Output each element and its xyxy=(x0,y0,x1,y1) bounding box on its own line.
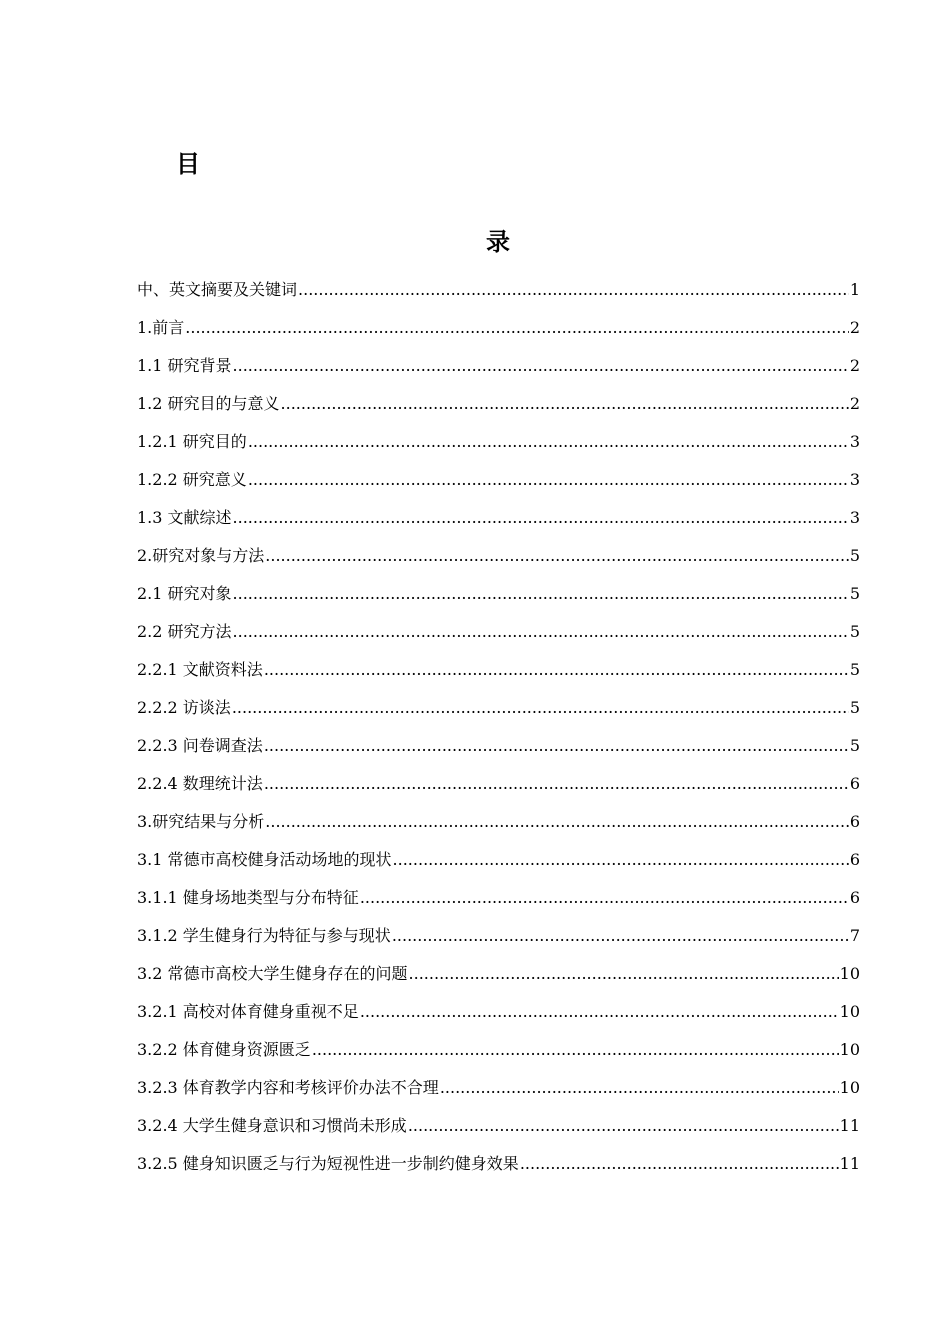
toc-entry-label: 3.研究结果与分析 xyxy=(137,812,265,831)
toc-entry-label: 3.1.2 学生健身行为特征与参与现状 xyxy=(137,926,391,945)
toc-leader-dots xyxy=(248,468,849,492)
toc-entry-page: 5 xyxy=(849,736,860,755)
toc-entry[interactable] xyxy=(137,278,860,316)
toc-entry[interactable] xyxy=(137,1038,860,1076)
toc-entry-page: 10 xyxy=(839,1078,860,1097)
toc-entry-page: 2 xyxy=(849,318,860,337)
toc-entry-label: 1.3 文献综述 xyxy=(137,508,232,527)
toc-leader-dots xyxy=(440,1076,839,1100)
toc-entry-label: 3.2.2 体育健身资源匮乏 xyxy=(137,1040,311,1059)
toc-entry-label: 1.2.1 研究目的 xyxy=(137,432,247,451)
table-of-contents xyxy=(137,278,860,1190)
toc-leader-dots xyxy=(232,696,849,720)
toc-entry-page: 6 xyxy=(849,850,860,869)
toc-entry[interactable] xyxy=(137,582,860,620)
toc-entry[interactable] xyxy=(137,886,860,924)
toc-entry-label: 2.2 研究方法 xyxy=(137,622,232,641)
toc-entry-label: 1.2 研究目的与意义 xyxy=(137,394,280,413)
toc-entry[interactable] xyxy=(137,1114,860,1152)
toc-entry[interactable] xyxy=(137,696,860,734)
toc-entry[interactable] xyxy=(137,392,860,430)
toc-leader-dots xyxy=(233,354,849,378)
toc-entry-page: 6 xyxy=(849,888,860,907)
toc-leader-dots xyxy=(265,544,849,568)
toc-leader-dots xyxy=(360,1000,839,1024)
toc-entry-label: 1.1 研究背景 xyxy=(137,356,232,375)
toc-entry-label: 3.2.3 体育教学内容和考核评价办法不合理 xyxy=(137,1078,439,1097)
toc-entry-page: 10 xyxy=(839,1002,860,1021)
toc-leader-dots xyxy=(312,1038,839,1062)
toc-entry[interactable] xyxy=(137,316,860,354)
toc-leader-dots xyxy=(520,1152,839,1176)
toc-leader-dots xyxy=(264,772,849,796)
toc-entry-label: 3.1.1 健身场地类型与分布特征 xyxy=(137,888,359,907)
toc-entry[interactable] xyxy=(137,620,860,658)
toc-entry[interactable] xyxy=(137,772,860,810)
toc-entry[interactable] xyxy=(137,924,860,962)
toc-entry-page: 5 xyxy=(849,660,860,679)
toc-entry-label: 2.1 研究对象 xyxy=(137,584,232,603)
toc-entry-label: 3.1 常德市高校健身活动场地的现状 xyxy=(137,850,392,869)
toc-title-char-2: 录 xyxy=(486,228,510,256)
toc-leader-dots xyxy=(264,734,849,758)
toc-leader-dots xyxy=(185,316,849,340)
toc-leader-dots xyxy=(265,810,849,834)
toc-entry-page: 10 xyxy=(839,1040,860,1059)
toc-leader-dots xyxy=(360,886,849,910)
toc-entry[interactable] xyxy=(137,354,860,392)
toc-entry[interactable] xyxy=(137,848,860,886)
toc-entry-label: 1.前言 xyxy=(137,318,185,337)
toc-entry-page: 11 xyxy=(839,1116,860,1135)
toc-entry-page: 5 xyxy=(849,622,860,641)
toc-entry-page: 10 xyxy=(839,964,860,983)
toc-leader-dots xyxy=(248,430,849,454)
toc-leader-dots xyxy=(233,582,849,606)
toc-entry-page: 1 xyxy=(849,280,860,299)
toc-entry-label: 3.2.4 大学生健身意识和习惯尚未形成 xyxy=(137,1116,407,1135)
toc-leader-dots xyxy=(281,392,849,416)
toc-entry-page: 3 xyxy=(849,432,860,451)
toc-leader-dots xyxy=(298,278,849,302)
toc-leader-dots xyxy=(233,620,849,644)
toc-leader-dots xyxy=(393,848,849,872)
toc-entry-label: 2.2.1 文献资料法 xyxy=(137,660,263,679)
toc-entry[interactable] xyxy=(137,506,860,544)
toc-entry-label: 2.2.4 数理统计法 xyxy=(137,774,263,793)
toc-entry[interactable] xyxy=(137,658,860,696)
toc-entry[interactable] xyxy=(137,430,860,468)
toc-entry-page: 2 xyxy=(849,356,860,375)
toc-entry[interactable] xyxy=(137,734,860,772)
toc-leader-dots xyxy=(233,506,849,530)
toc-entry[interactable] xyxy=(137,1152,860,1190)
toc-leader-dots xyxy=(264,658,849,682)
toc-entry-page: 11 xyxy=(839,1154,860,1173)
toc-leader-dots xyxy=(392,924,849,948)
toc-entry-page: 6 xyxy=(849,774,860,793)
toc-entry-page: 5 xyxy=(849,584,860,603)
toc-leader-dots xyxy=(409,962,839,986)
toc-entry-label: 2.2.3 问卷调查法 xyxy=(137,736,263,755)
toc-entry-label: 中、英文摘要及关键词 xyxy=(137,280,298,299)
toc-leader-dots xyxy=(408,1114,839,1138)
toc-entry-page: 5 xyxy=(849,698,860,717)
toc-entry-label: 1.2.2 研究意义 xyxy=(137,470,247,489)
toc-entry-label: 3.2.1 高校对体育健身重视不足 xyxy=(137,1002,359,1021)
toc-entry-label: 3.2 常德市高校大学生健身存在的问题 xyxy=(137,964,408,983)
toc-entry-page: 6 xyxy=(849,812,860,831)
toc-entry[interactable] xyxy=(137,468,860,506)
toc-entry[interactable] xyxy=(137,962,860,1000)
toc-entry[interactable] xyxy=(137,810,860,848)
toc-entry-label: 2.2.2 访谈法 xyxy=(137,698,231,717)
toc-entry-page: 5 xyxy=(849,546,860,565)
toc-entry-label: 3.2.5 健身知识匮乏与行为短视性进一步制约健身效果 xyxy=(137,1154,519,1173)
toc-title-char-1: 目 xyxy=(176,150,200,178)
toc-entry[interactable] xyxy=(137,1000,860,1038)
toc-entry-label: 2.研究对象与方法 xyxy=(137,546,265,565)
toc-entry-page: 3 xyxy=(849,470,860,489)
toc-entry-page: 3 xyxy=(849,508,860,527)
toc-entry[interactable] xyxy=(137,1076,860,1114)
toc-entry[interactable] xyxy=(137,544,860,582)
toc-entry-page: 7 xyxy=(849,926,860,945)
toc-entry-page: 2 xyxy=(849,394,860,413)
